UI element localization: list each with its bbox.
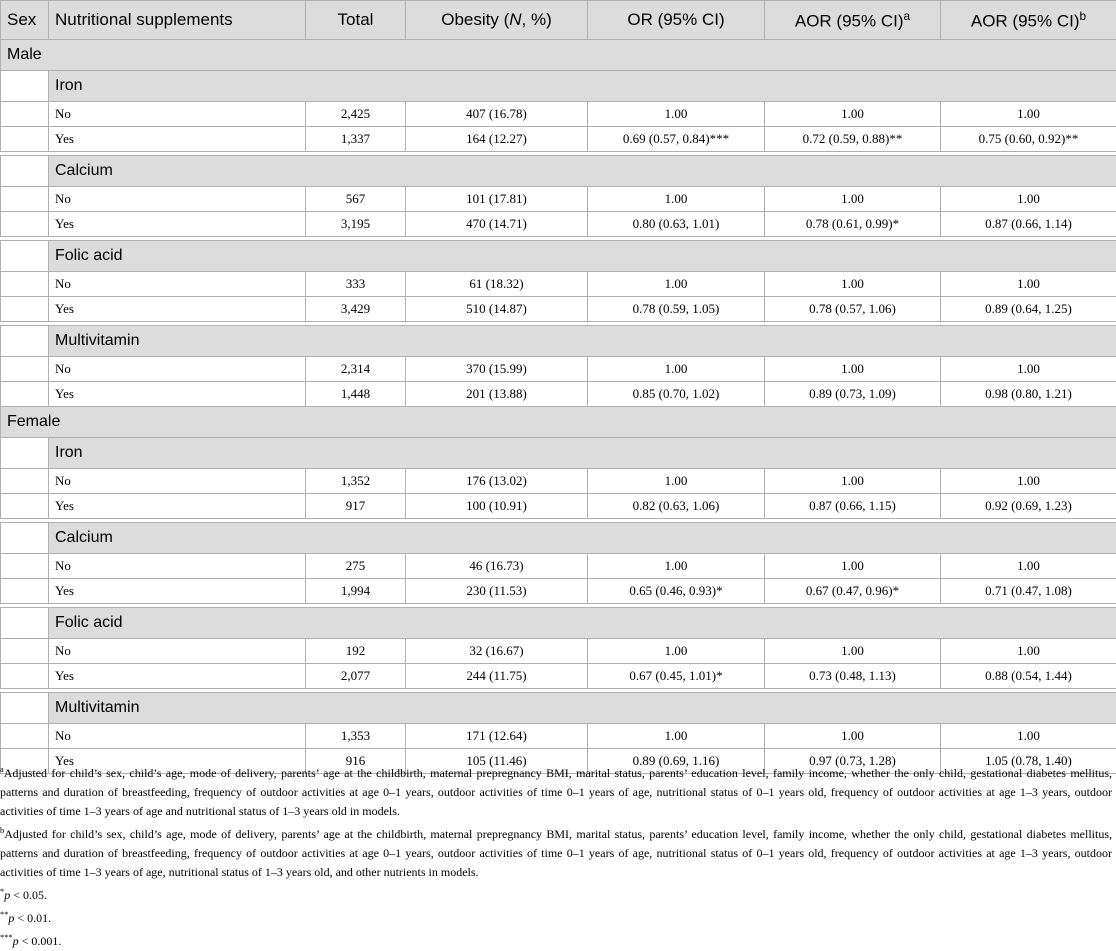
- footnote-p3-text: < 0.001.: [19, 934, 62, 948]
- blank-cell: [1, 724, 49, 749]
- aor-a-sup: a: [904, 9, 911, 23]
- blank-cell: [1, 693, 49, 724]
- sex-group-row: [1, 407, 1116, 438]
- table-row: [1, 357, 1116, 382]
- blank-cell: [1, 639, 49, 664]
- blank-cell: [1, 494, 49, 519]
- footnote-p2: [0, 905, 1112, 928]
- cell-aor-a: 0.78 (0.61, 0.99)*: [765, 212, 941, 237]
- table-row: [1, 297, 1116, 322]
- row-label: No: [49, 469, 306, 494]
- col-header-obesity: [406, 1, 588, 40]
- supplement-name: Calcium: [49, 156, 1116, 187]
- cell-aor-a: 1.00: [765, 554, 941, 579]
- cell-aor-b: 0.92 (0.69, 1.23): [941, 494, 1116, 519]
- cell-total: 333: [306, 272, 406, 297]
- supplement-header-row: [1, 693, 1116, 724]
- cell-total: 275: [306, 554, 406, 579]
- cell-or: 0.80 (0.63, 1.01): [588, 212, 765, 237]
- cell-aor-b: 0.71 (0.47, 1.08): [941, 579, 1116, 604]
- sex-group-row: [1, 40, 1116, 71]
- supplement-name: Calcium: [49, 523, 1116, 554]
- cell-aor-b: 1.00: [941, 357, 1116, 382]
- cell-total: 192: [306, 639, 406, 664]
- cell-aor-b: 1.00: [941, 187, 1116, 212]
- aor-b-sup: b: [1080, 9, 1087, 23]
- supplement-name: Iron: [49, 438, 1116, 469]
- cell-aor-a: 1.00: [765, 272, 941, 297]
- cell-aor-a: 1.00: [765, 469, 941, 494]
- sex-group-label: Male: [1, 40, 1116, 71]
- cell-aor-a: 1.00: [765, 639, 941, 664]
- table-row: [1, 554, 1116, 579]
- row-label: No: [49, 272, 306, 297]
- blank-cell: [1, 71, 49, 102]
- cell-aor-b: 0.75 (0.60, 0.92)**: [941, 127, 1116, 152]
- supplement-header-row: [1, 438, 1116, 469]
- row-label: No: [49, 187, 306, 212]
- cell-total: 3,195: [306, 212, 406, 237]
- cell-total: 1,353: [306, 724, 406, 749]
- blank-cell: [1, 297, 49, 322]
- sex-group-label: Female: [1, 407, 1116, 438]
- cell-obesity: 101 (17.81): [406, 187, 588, 212]
- table-row: [1, 102, 1116, 127]
- supplement-name: Folic acid: [49, 241, 1116, 272]
- table-row: [1, 664, 1116, 689]
- cell-aor-b: 0.98 (0.80, 1.21): [941, 382, 1116, 407]
- table-row: [1, 639, 1116, 664]
- footnote-p1-mark: *: [0, 887, 4, 896]
- cell-aor-a: 1.00: [765, 357, 941, 382]
- footnote-p3-p: p: [13, 934, 19, 948]
- cell-total: 2,077: [306, 664, 406, 689]
- row-label: Yes: [49, 664, 306, 689]
- row-label: Yes: [49, 297, 306, 322]
- cell-aor-a: 0.87 (0.66, 1.15): [765, 494, 941, 519]
- col-header-or: OR (95% CI): [588, 1, 765, 40]
- cell-aor-b: 1.00: [941, 272, 1116, 297]
- footnote-a: [0, 760, 1112, 821]
- cell-aor-b: 0.88 (0.54, 1.44): [941, 664, 1116, 689]
- footnote-p3-mark: ***: [0, 933, 13, 942]
- obesity-suffix: , %): [522, 10, 552, 29]
- footnote-p2-p: p: [8, 911, 14, 925]
- cell-aor-b: 1.00: [941, 469, 1116, 494]
- footnote-p2-mark: **: [0, 910, 8, 919]
- supplement-name: Multivitamin: [49, 693, 1116, 724]
- supplement-header-row: [1, 326, 1116, 357]
- supplement-header-row: [1, 523, 1116, 554]
- cell-aor-b: 1.00: [941, 102, 1116, 127]
- row-label: No: [49, 639, 306, 664]
- cell-aor-b: 1.00: [941, 639, 1116, 664]
- cell-total: 917: [306, 494, 406, 519]
- supplement-header-row: [1, 608, 1116, 639]
- table-row: [1, 724, 1116, 749]
- cell-obesity: 61 (18.32): [406, 272, 588, 297]
- footnote-p3: [0, 928, 1112, 951]
- aor-a-label: AOR (95% CI): [795, 11, 904, 30]
- blank-cell: [1, 523, 49, 554]
- cell-total: 1,448: [306, 382, 406, 407]
- footnote-p2-text: < 0.01.: [14, 911, 51, 925]
- col-header-sex: Sex: [1, 1, 49, 40]
- cell-or: 0.82 (0.63, 1.06): [588, 494, 765, 519]
- row-label: Yes: [49, 212, 306, 237]
- cell-obesity: 32 (16.67): [406, 639, 588, 664]
- cell-obesity: 100 (10.91): [406, 494, 588, 519]
- row-label: No: [49, 554, 306, 579]
- supplement-name: Iron: [49, 71, 1116, 102]
- cell-or: 0.89 (0.69, 1.16): [588, 749, 765, 774]
- cell-or: 1.00: [588, 639, 765, 664]
- cell-aor-a: 0.72 (0.59, 0.88)**: [765, 127, 941, 152]
- cell-or: 1.00: [588, 102, 765, 127]
- cell-obesity: 230 (11.53): [406, 579, 588, 604]
- col-header-total: Total: [306, 1, 406, 40]
- row-label: Yes: [49, 127, 306, 152]
- blank-cell: [1, 156, 49, 187]
- footnote-p1-p: p: [4, 888, 10, 902]
- footnote-a-text: Adjusted for child’s sex, child’s age, mode of delivery, parents’ age at the childbirth, maternal prepregnancy BMI, marital status, parents’ education level, family income, whether the only child, gestational diabetes mellitus, patterns and duration of breastfeeding, frequency of outdoor activities at age 0–1 years, outdoor activities of time 0–1 years of age, nutritional status of 0–1 years old, frequency of outdoor activities at age 1–3 years, outdoor activities of time 1–3 years of age and nutritional status of 1–3 years old in models.: [0, 766, 1112, 818]
- supplement-header-row: [1, 71, 1116, 102]
- table-row: [1, 127, 1116, 152]
- col-header-aor-b: [941, 1, 1116, 40]
- table-row: [1, 494, 1116, 519]
- table-row: [1, 469, 1116, 494]
- supplement-header-row: [1, 156, 1116, 187]
- cell-or: 1.00: [588, 469, 765, 494]
- cell-total: 1,337: [306, 127, 406, 152]
- cell-total: 1,994: [306, 579, 406, 604]
- row-label: Yes: [49, 494, 306, 519]
- cell-obesity: 105 (11.46): [406, 749, 588, 774]
- row-label: No: [49, 357, 306, 382]
- cell-obesity: 244 (11.75): [406, 664, 588, 689]
- table-row: [1, 579, 1116, 604]
- cell-obesity: 407 (16.78): [406, 102, 588, 127]
- cell-or: 1.00: [588, 357, 765, 382]
- cell-aor-a: 0.73 (0.48, 1.13): [765, 664, 941, 689]
- cell-aor-b: 1.00: [941, 724, 1116, 749]
- cell-or: 0.67 (0.45, 1.01)*: [588, 664, 765, 689]
- blank-cell: [1, 357, 49, 382]
- cell-or: 1.00: [588, 272, 765, 297]
- cell-or: 1.00: [588, 724, 765, 749]
- footnote-b: [0, 821, 1112, 882]
- supplement-header-row: [1, 241, 1116, 272]
- cell-or: 0.78 (0.59, 1.05): [588, 297, 765, 322]
- cell-obesity: 370 (15.99): [406, 357, 588, 382]
- cell-total: 916: [306, 749, 406, 774]
- supplement-name: Folic acid: [49, 608, 1116, 639]
- cell-obesity: 201 (13.88): [406, 382, 588, 407]
- obesity-n: N: [509, 10, 521, 29]
- footnote-b-text: Adjusted for child’s sex, child’s age, mode of delivery, parents’ age at the childbirth, maternal prepregnancy BMI, marital status, parents’ education level, family income, whether the only child, gestational diabetes mellitus, patterns and duration of breastfeeding, frequency of outdoor activities at age 0–1 years, outdoor activities of time 0–1 years of age, nutritional status of 0–1 years old, frequency of outdoor activities at age 1–3 years, outdoor activities of time 1–3 years of age, nutritional status of 1–3 years old, and other nutrients in models.: [0, 827, 1112, 879]
- blank-cell: [1, 664, 49, 689]
- cell-aor-a: 1.00: [765, 187, 941, 212]
- cell-total: 2,314: [306, 357, 406, 382]
- cell-aor-b: 1.05 (0.78, 1.40): [941, 749, 1116, 774]
- blank-cell: [1, 554, 49, 579]
- cell-or: 1.00: [588, 554, 765, 579]
- cell-total: 567: [306, 187, 406, 212]
- obesity-prefix: Obesity (: [441, 10, 509, 29]
- cell-obesity: 176 (13.02): [406, 469, 588, 494]
- cell-total: 2,425: [306, 102, 406, 127]
- table-body: [1, 40, 1116, 774]
- blank-cell: [1, 127, 49, 152]
- cell-or: 1.00: [588, 187, 765, 212]
- cell-aor-a: 0.97 (0.73, 1.28): [765, 749, 941, 774]
- footnote-a-mark: a: [0, 765, 4, 774]
- cell-obesity: 171 (12.64): [406, 724, 588, 749]
- cell-obesity: 46 (16.73): [406, 554, 588, 579]
- cell-or: 0.85 (0.70, 1.02): [588, 382, 765, 407]
- blank-cell: [1, 382, 49, 407]
- cell-aor-a: 0.89 (0.73, 1.09): [765, 382, 941, 407]
- cell-obesity: 510 (14.87): [406, 297, 588, 322]
- blank-cell: [1, 241, 49, 272]
- blank-cell: [1, 212, 49, 237]
- cell-aor-a: 1.00: [765, 102, 941, 127]
- footnotes: [0, 760, 1112, 951]
- cell-or: 0.65 (0.46, 0.93)*: [588, 579, 765, 604]
- row-label: Yes: [49, 579, 306, 604]
- cell-aor-b: 1.00: [941, 554, 1116, 579]
- blank-cell: [1, 187, 49, 212]
- footnote-p1: [0, 882, 1112, 905]
- cell-or: 0.69 (0.57, 0.84)***: [588, 127, 765, 152]
- cell-aor-a: 0.67 (0.47, 0.96)*: [765, 579, 941, 604]
- cell-obesity: 470 (14.71): [406, 212, 588, 237]
- row-label: No: [49, 102, 306, 127]
- row-label: Yes: [49, 382, 306, 407]
- table-row: [1, 272, 1116, 297]
- aor-b-label: AOR (95% CI): [971, 11, 1080, 30]
- col-header-nutritional-supplements: Nutritional supplements: [49, 1, 306, 40]
- blank-cell: [1, 272, 49, 297]
- blank-cell: [1, 102, 49, 127]
- row-label: Yes: [49, 749, 306, 774]
- footnote-b-mark: b: [0, 826, 4, 835]
- supplement-name: Multivitamin: [49, 326, 1116, 357]
- cell-obesity: 164 (12.27): [406, 127, 588, 152]
- row-label: No: [49, 724, 306, 749]
- cell-aor-a: 0.78 (0.57, 1.06): [765, 297, 941, 322]
- blank-cell: [1, 469, 49, 494]
- blank-cell: [1, 326, 49, 357]
- header-row: [1, 1, 1116, 40]
- cell-aor-b: 0.89 (0.64, 1.25): [941, 297, 1116, 322]
- cell-aor-a: 1.00: [765, 724, 941, 749]
- blank-cell: [1, 438, 49, 469]
- footnote-p1-text: < 0.05.: [10, 888, 47, 902]
- cell-total: 1,352: [306, 469, 406, 494]
- blank-cell: [1, 608, 49, 639]
- table-row: [1, 187, 1116, 212]
- table-row: [1, 382, 1116, 407]
- blank-cell: [1, 579, 49, 604]
- cell-total: 3,429: [306, 297, 406, 322]
- cell-aor-b: 0.87 (0.66, 1.14): [941, 212, 1116, 237]
- table-row: [1, 212, 1116, 237]
- col-header-aor-a: [765, 1, 941, 40]
